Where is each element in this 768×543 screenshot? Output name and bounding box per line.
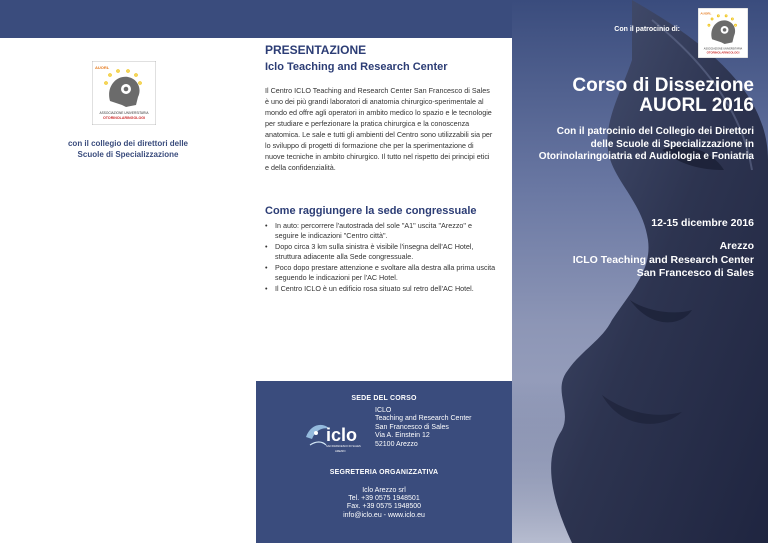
top-band xyxy=(256,0,512,38)
venue-heading: SEDE DEL CORSO xyxy=(351,395,417,402)
caption-line-1: con il collegio dei direttori delle xyxy=(67,139,189,148)
course-title-line-2: AUORL 2016 xyxy=(639,95,754,116)
secretariat-heading: SEGRETERIA ORGANIZZATIVA xyxy=(329,469,439,476)
route-list xyxy=(265,221,497,295)
course-patronage xyxy=(514,126,754,164)
course-dates: 12-15 dicembre 2016 xyxy=(651,217,754,229)
auorl-logo xyxy=(698,8,748,58)
secretariat-line: info@iclo.eu - www.iclo.eu xyxy=(343,511,425,519)
patronage-label: Con il patrocinio di: xyxy=(614,26,680,33)
secretariat-info xyxy=(256,487,512,520)
secretariat-line: Tel. +39 0575 1948501 xyxy=(348,495,420,503)
course-location-line-2: ICLO Teaching and Research Center xyxy=(572,253,754,266)
course-title-line-1: Corso di Dissezione xyxy=(572,75,754,96)
logo-acronym: AUORL xyxy=(95,65,110,70)
logo-association-line2: OTORINOLARINGOLOGI xyxy=(102,116,146,120)
course-patronage-line-1: Con il patrocinio del Collegio dei Direttori xyxy=(556,126,754,137)
iclo-logo-text: iclo xyxy=(326,425,358,445)
venue-address xyxy=(375,407,472,449)
left-caption xyxy=(60,138,196,160)
route-item: • Il Centro ICLO è un edificio rosa situato sul retro dell'AC Hotel. xyxy=(265,284,497,294)
iclo-logo xyxy=(302,411,362,455)
address-line: Via A. Einstein 12 xyxy=(375,432,430,440)
course-patronage-line-2: delle Scuole di Specializzazione in xyxy=(590,138,754,150)
cover-panel xyxy=(512,0,768,543)
course-location-line-3: San Francesco di Sales xyxy=(636,267,754,279)
address-line: Teaching and Research Center xyxy=(375,415,472,423)
logo-association-line1: ASSOCIAZIONE UNIVERSITARIA xyxy=(99,111,149,115)
iclo-logo-city: AREZZO xyxy=(335,450,346,453)
presentation-subtitle: Iclo Teaching and Research Center xyxy=(265,61,448,73)
caption-line-2: Scuole di Specializzazione xyxy=(77,150,179,159)
middle-panel xyxy=(256,0,512,543)
route-item: • Poco dopo prestare attenzione e svoltare alla destra alla prima uscita seguendo le indicazioni per l'AC Hotel. xyxy=(265,263,497,283)
address-line: San Francesco di Sales xyxy=(375,423,449,431)
top-band xyxy=(0,0,256,38)
contact-box xyxy=(256,381,512,543)
address-line: 52100 Arezzo xyxy=(375,440,418,448)
iclo-logo-subtext: SAN FRANCESCO DI SALES xyxy=(326,445,361,448)
left-panel xyxy=(0,0,256,543)
logo-association-line1: ASSOCIAZIONE UNIVERSITARIA xyxy=(703,47,743,51)
logo-association-line2: OTORINOLARINGOLOGI xyxy=(706,50,740,55)
route-item: • Dopo circa 3 km sulla sinistra è visibile l'insegna dell'AC Hotel, struttura adiacente alla Sede congressuale. xyxy=(265,242,497,262)
secretariat-line: Fax. +39 0575 1948500 xyxy=(346,503,422,511)
course-patronage-line-3: Otorinolaringoiatria ed Audiologia e Foniatria xyxy=(538,151,754,162)
presentation-title: PRESENTAZIONE xyxy=(265,43,367,57)
logo-acronym: AUORL xyxy=(700,11,712,16)
presentation-body: Il Centro ICLO Teaching and Research Center San Francesco di Sales è uno dei più grandi laboratori di anatomia chirurgico-sperimentale al mondo ed offre agli operatori in ambito medico lo spazio e le tecnologie per studiare e perfezionare la pratica chirurgica e la conoscenza anatomica. Le sale e tutti gli ambienti del Centro sono utilizzabili sia per lo sviluppo di progetti di formazione che per la sperimentazione di nuove tecniche in ambito chirurgico. Il tutto nel rispetto dei principi etici e della confidenzialità. xyxy=(265,86,493,172)
route-item: • In auto: percorrere l'autostrada del sole "A1" uscita "Arezzo" e seguire le indicazioni "Centro città". xyxy=(265,221,497,241)
course-title xyxy=(514,76,754,116)
secretariat-line: Iclo Arezzo srl xyxy=(362,487,406,494)
address-line: ICLO xyxy=(375,407,392,414)
course-location-line-1: Arezzo xyxy=(719,240,754,252)
auorl-logo xyxy=(92,61,156,125)
route-title: Come raggiungere la sede congressuale xyxy=(265,205,477,217)
course-location xyxy=(514,240,754,281)
